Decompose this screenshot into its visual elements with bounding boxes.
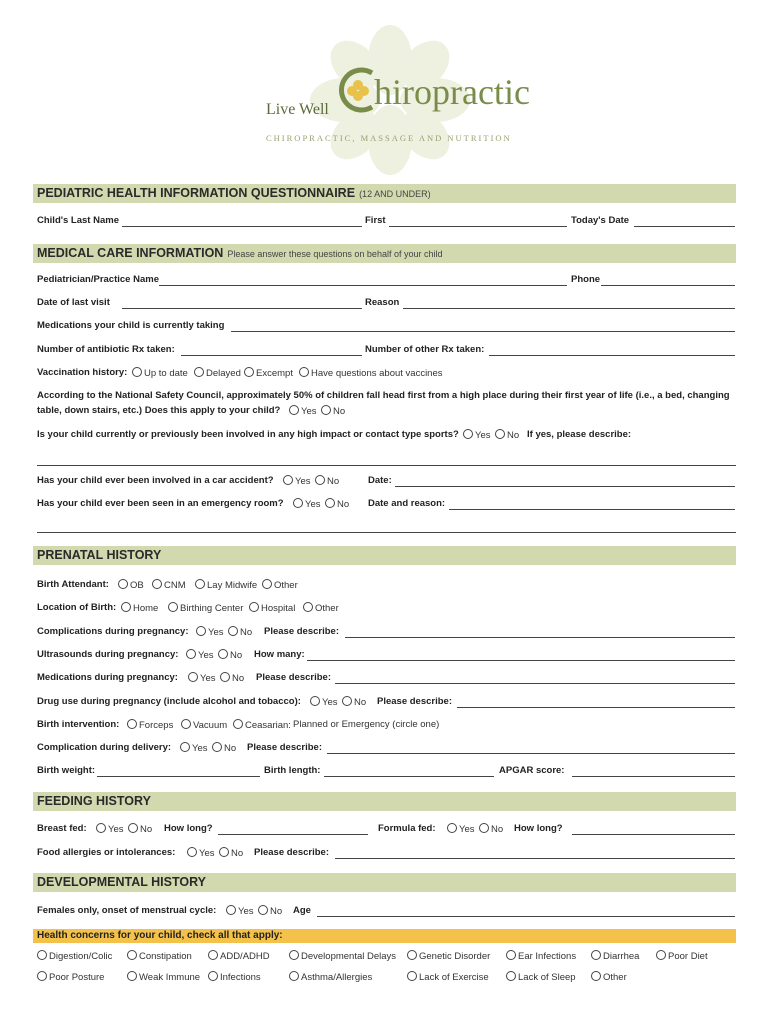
- location-label: Location of Birth:: [37, 602, 117, 613]
- drug-describe-label: Please describe:: [377, 696, 452, 707]
- medical-section-title: MEDICAL CARE INFORMATION: [37, 246, 224, 260]
- prenatal-section-title: PRENATAL HISTORY: [37, 548, 162, 562]
- checkbox-icon: [249, 602, 259, 612]
- concern-lack-of-sleep[interactable]: Lack of Sleep: [506, 971, 576, 983]
- meds-pregnancy-row: [37, 672, 737, 688]
- other-rx-label: Number of other Rx taken:: [365, 344, 485, 355]
- nsc-question-line-1: According to the National Safety Council, approximately 50% of children fall head first from a high place during their first year of life (i.e., a bed, changing: [37, 390, 730, 401]
- concern-constipation[interactable]: Constipation: [127, 950, 192, 962]
- feeding-section-title: FEEDING HISTORY: [37, 794, 151, 808]
- last-name-field[interactable]: [122, 226, 362, 227]
- complications-label: Complications during pregnancy:: [37, 626, 189, 637]
- phone-field[interactable]: [601, 285, 735, 286]
- medical-section-subtitle: Please answer these questions on behalf of your child: [227, 249, 443, 259]
- checkbox-icon: [407, 950, 417, 960]
- todays-date-label: Today's Date: [571, 215, 630, 226]
- page-subtitle: (12 AND UNDER): [359, 189, 431, 199]
- menstrual-no[interactable]: No: [258, 905, 282, 917]
- checkbox-icon: [321, 405, 331, 415]
- intervention-vacuum[interactable]: Vacuum: [181, 719, 227, 731]
- concern-lack-of-exercise[interactable]: Lack of Exercise: [407, 971, 489, 983]
- er-date-field[interactable]: [449, 509, 735, 510]
- meds-describe-field[interactable]: [335, 683, 735, 684]
- apgar-label: APGAR score:: [499, 765, 565, 776]
- car-accident-date-field[interactable]: [395, 486, 735, 487]
- checkbox-icon: [479, 823, 489, 833]
- menstrual-yes[interactable]: Yes: [226, 905, 254, 917]
- page-title: PEDIATRIC HEALTH INFORMATION QUESTIONNAIRE: [37, 186, 356, 200]
- medications-label: Medications your child is currently taking: [37, 320, 225, 331]
- intervention-forceps[interactable]: Forceps: [127, 719, 173, 731]
- concern-developmental-delays[interactable]: Developmental Delays: [289, 950, 396, 962]
- intervention-note: Planned or Emergency (circle one): [293, 719, 440, 730]
- allergies-label: Food allergies or intolerances:: [37, 847, 176, 858]
- developmental-section-title: DEVELOPMENTAL HISTORY: [37, 875, 207, 889]
- complications-describe-field[interactable]: [345, 637, 735, 638]
- checkbox-icon: [289, 405, 299, 415]
- location-row: [37, 602, 737, 618]
- concern-asthma-allergies[interactable]: Asthma/Allergies: [289, 971, 372, 983]
- er-yes[interactable]: Yes: [293, 498, 321, 510]
- sports-describe-field[interactable]: [37, 465, 736, 466]
- formula-fed-yes[interactable]: Yes: [447, 823, 475, 835]
- birth-weight-field[interactable]: [97, 776, 260, 777]
- checkbox-icon: [289, 971, 299, 981]
- drug-use-row: [37, 696, 737, 712]
- checkbox-icon: [656, 950, 666, 960]
- vaccination-row: [37, 367, 737, 383]
- car-accident-question: Has your child ever been involved in a car accident?: [37, 475, 274, 486]
- checkbox-icon: [342, 696, 352, 706]
- checkbox-icon: [187, 847, 197, 857]
- checkbox-icon: [289, 950, 299, 960]
- formula-how-long-label: How long?: [514, 823, 563, 834]
- checkbox-icon: [283, 475, 293, 485]
- complications-row: [37, 626, 737, 642]
- name-row: [37, 215, 737, 231]
- er-no[interactable]: No: [325, 498, 349, 510]
- vaccination-option-up-to-date[interactable]: Up to date: [132, 367, 188, 379]
- er-reason-field[interactable]: [37, 532, 736, 533]
- medications-field[interactable]: [231, 331, 735, 332]
- antibiotic-label: Number of antibiotic Rx taken:: [37, 344, 175, 355]
- checkbox-icon: [591, 971, 601, 981]
- concern-other[interactable]: Other: [591, 971, 627, 983]
- checkbox-icon: [127, 950, 137, 960]
- checkbox-icon: [293, 498, 303, 508]
- prenatal-section-bar: [33, 546, 736, 565]
- intervention-row: [37, 719, 737, 735]
- concern-infections[interactable]: Infections: [208, 971, 261, 983]
- developmental-section-bar: [33, 873, 736, 892]
- checkbox-icon: [152, 579, 162, 589]
- menstrual-row: [37, 905, 737, 921]
- checkbox-icon: [228, 626, 238, 636]
- vaccination-option-excempt[interactable]: Excempt: [244, 367, 293, 379]
- first-name-field[interactable]: [389, 226, 567, 227]
- sports-yes[interactable]: Yes: [463, 429, 491, 441]
- how-many-field[interactable]: [307, 660, 735, 661]
- breast-how-long-field[interactable]: [218, 834, 368, 835]
- checkbox-icon: [127, 719, 137, 729]
- checkbox-icon: [188, 672, 198, 682]
- attendant-cnm[interactable]: CNM: [152, 579, 186, 591]
- health-concerns-bar: [33, 929, 736, 943]
- feeding-section-bar: [33, 792, 736, 811]
- ultrasounds-yes[interactable]: Yes: [186, 649, 214, 661]
- concern-diarrhea[interactable]: Diarrhea: [591, 950, 639, 962]
- checkbox-icon: [180, 742, 190, 752]
- nsc-question-line-2: table, down stairs, etc.) Does this apply to your child?: [37, 405, 281, 416]
- sports-row: [37, 429, 737, 445]
- todays-date-field[interactable]: [634, 226, 735, 227]
- checkbox-icon: [194, 367, 204, 377]
- concern-poor-posture[interactable]: Poor Posture: [37, 971, 104, 983]
- sports-no[interactable]: No: [495, 429, 519, 441]
- last-visit-row: [37, 297, 737, 313]
- location-home[interactable]: Home: [121, 602, 158, 614]
- attendant-lay-midwife[interactable]: Lay Midwife: [195, 579, 257, 591]
- checkbox-icon: [233, 719, 243, 729]
- checkbox-icon: [299, 367, 309, 377]
- er-question: Has your child ever been seen in an emergency room?: [37, 498, 284, 509]
- nsc-yes[interactable]: Yes: [289, 405, 317, 417]
- allergies-no[interactable]: No: [219, 847, 243, 859]
- checkbox-icon: [37, 971, 47, 981]
- checkbox-icon: [258, 905, 268, 915]
- breast-fed-row: [37, 823, 737, 839]
- complications-yes[interactable]: Yes: [196, 626, 224, 638]
- car-accident-date-label: Date:: [368, 475, 392, 486]
- vaccination-option-questions[interactable]: Have questions about vaccines: [299, 367, 443, 379]
- meds-pregnancy-no[interactable]: No: [220, 672, 244, 684]
- vaccination-label: Vaccination history:: [37, 367, 128, 378]
- location-hospital[interactable]: Hospital: [249, 602, 295, 614]
- location-other[interactable]: Other: [303, 602, 339, 614]
- concern-genetic-disorder[interactable]: Genetic Disorder: [407, 950, 490, 962]
- formula-how-long-field[interactable]: [572, 834, 735, 835]
- checkbox-icon: [447, 823, 457, 833]
- last-visit-label: Date of last visit: [37, 297, 110, 308]
- checkbox-icon: [262, 579, 272, 589]
- nsc-no[interactable]: No: [321, 405, 345, 417]
- checkbox-icon: [220, 672, 230, 682]
- allergies-yes[interactable]: Yes: [187, 847, 215, 859]
- complications-describe-label: Please describe:: [264, 626, 339, 637]
- breast-fed-no[interactable]: No: [128, 823, 152, 835]
- car-accident-yes[interactable]: Yes: [283, 475, 311, 487]
- nsc-line-2: [37, 405, 737, 421]
- delivery-no[interactable]: No: [212, 742, 236, 754]
- vaccination-option-delayed[interactable]: Delayed: [194, 367, 241, 379]
- meds-pregnancy-label: Medications during pregnancy:: [37, 672, 178, 683]
- checkbox-icon: [506, 950, 516, 960]
- checkbox-icon: [506, 971, 516, 981]
- checkbox-icon: [37, 950, 47, 960]
- intervention-ceasarian[interactable]: Ceasarian:: [233, 719, 291, 731]
- allergies-row: [37, 847, 737, 863]
- concern-weak-immune[interactable]: Weak Immune: [127, 971, 200, 983]
- sports-describe-label: If yes, please describe:: [527, 429, 632, 440]
- checkbox-icon: [195, 579, 205, 589]
- nsc-line-1: [37, 390, 737, 406]
- last-visit-field[interactable]: [122, 308, 362, 309]
- formula-fed-label: Formula fed:: [378, 823, 436, 834]
- logo: [250, 25, 530, 175]
- attendant-row: [37, 579, 737, 595]
- brand-name-right: hiropractic: [374, 72, 530, 112]
- medications-row: [37, 320, 737, 336]
- last-name-label: Child's Last Name: [37, 215, 119, 226]
- brand-name-left: Live Well: [266, 101, 329, 118]
- checkbox-icon: [208, 971, 218, 981]
- checkbox-icon: [121, 602, 131, 612]
- car-accident-no[interactable]: No: [315, 475, 339, 487]
- reason-field[interactable]: [403, 308, 735, 309]
- delivery-describe-field[interactable]: [327, 753, 735, 754]
- brand-tagline: CHIROPRACTIC, MASSAGE AND NUTRITION: [266, 133, 512, 143]
- checkbox-icon: [96, 823, 106, 833]
- attendant-other[interactable]: Other: [262, 579, 298, 591]
- drug-describe-field[interactable]: [457, 707, 735, 708]
- delivery-describe-label: Please describe:: [247, 742, 322, 753]
- er-row: [37, 498, 737, 514]
- checkbox-icon: [407, 971, 417, 981]
- birth-length-label: Birth length:: [264, 765, 321, 776]
- checkbox-icon: [128, 823, 138, 833]
- meds-pregnancy-yes[interactable]: Yes: [188, 672, 216, 684]
- other-rx-field[interactable]: [489, 355, 735, 356]
- medical-section-bar: [33, 244, 736, 263]
- meds-describe-label: Please describe:: [256, 672, 331, 683]
- health-concerns-title: Health concerns for your child, check all that apply:: [37, 930, 283, 941]
- reason-label: Reason: [365, 297, 400, 308]
- antibiotic-field[interactable]: [181, 355, 362, 356]
- sports-question: Is your child currently or previously been involved in any high impact or contact type sports?: [37, 429, 459, 440]
- checkbox-icon: [132, 367, 142, 377]
- chiropractic-c-logo-icon: [338, 65, 378, 115]
- complications-no[interactable]: No: [228, 626, 252, 638]
- checkbox-icon: [118, 579, 128, 589]
- checkbox-icon: [315, 475, 325, 485]
- pediatrician-row: [37, 274, 737, 290]
- pediatrician-field[interactable]: [159, 285, 567, 286]
- breast-how-long-label: How long?: [164, 823, 213, 834]
- attendant-ob[interactable]: OB: [118, 579, 144, 591]
- concern-ear-infections[interactable]: Ear Infections: [506, 950, 576, 962]
- breast-fed-label: Breast fed:: [37, 823, 87, 834]
- location-birthing-center[interactable]: Birthing Center: [168, 602, 243, 614]
- concern-add-adhd[interactable]: ADD/ADHD: [208, 950, 270, 962]
- allergies-describe-field[interactable]: [335, 858, 735, 859]
- checkbox-icon: [212, 742, 222, 752]
- checkbox-icon: [303, 602, 313, 612]
- checkbox-icon: [463, 429, 473, 439]
- pediatrician-label: Pediatrician/Practice Name: [37, 274, 159, 285]
- how-many-label: How many:: [254, 649, 305, 660]
- breast-fed-yes[interactable]: Yes: [96, 823, 124, 835]
- checkbox-icon: [591, 950, 601, 960]
- checkbox-icon: [218, 649, 228, 659]
- delivery-row: [37, 742, 737, 758]
- first-name-label: First: [365, 215, 386, 226]
- checkbox-icon: [196, 626, 206, 636]
- car-accident-row: [37, 475, 737, 491]
- age-field[interactable]: [317, 916, 735, 917]
- checkbox-icon: [208, 950, 218, 960]
- checkbox-icon: [219, 847, 229, 857]
- checkbox-icon: [310, 696, 320, 706]
- attendant-label: Birth Attendant:: [37, 579, 109, 590]
- rx-row: [37, 344, 737, 360]
- delivery-yes[interactable]: Yes: [180, 742, 208, 754]
- formula-fed-no[interactable]: No: [479, 823, 503, 835]
- checkbox-icon: [226, 905, 236, 915]
- phone-label: Phone: [571, 274, 601, 285]
- delivery-label: Complication during delivery:: [37, 742, 172, 753]
- concern-poor-diet[interactable]: Poor Diet: [656, 950, 708, 962]
- concern-digestion-colic[interactable]: Digestion/Colic: [37, 950, 112, 962]
- birth-measures-row: [37, 765, 737, 781]
- checkbox-icon: [186, 649, 196, 659]
- birth-weight-label: Birth weight:: [37, 765, 96, 776]
- checkbox-icon: [244, 367, 254, 377]
- drug-use-label: Drug use during pregnancy (include alcohol and tobacco):: [37, 696, 301, 707]
- drug-use-yes[interactable]: Yes: [310, 696, 338, 708]
- ultrasounds-row: [37, 649, 737, 665]
- concerns-row-1: [37, 950, 737, 966]
- er-date-label: Date and reason:: [368, 498, 446, 509]
- ultrasounds-label: Ultrasounds during pregnancy:: [37, 649, 179, 660]
- birth-length-field[interactable]: [324, 776, 494, 777]
- age-label: Age: [293, 905, 311, 916]
- checkbox-icon: [325, 498, 335, 508]
- apgar-field[interactable]: [572, 776, 735, 777]
- checkbox-icon: [181, 719, 191, 729]
- drug-use-no[interactable]: No: [342, 696, 366, 708]
- checkbox-icon: [168, 602, 178, 612]
- questionnaire-title-bar: [33, 184, 736, 203]
- checkbox-icon: [127, 971, 137, 981]
- checkbox-icon: [495, 429, 505, 439]
- ultrasounds-no[interactable]: No: [218, 649, 242, 661]
- menstrual-label: Females only, onset of menstrual cycle:: [37, 905, 217, 916]
- concerns-row-2: [37, 971, 737, 987]
- allergies-describe-label: Please describe:: [254, 847, 329, 858]
- intervention-label: Birth intervention:: [37, 719, 120, 730]
